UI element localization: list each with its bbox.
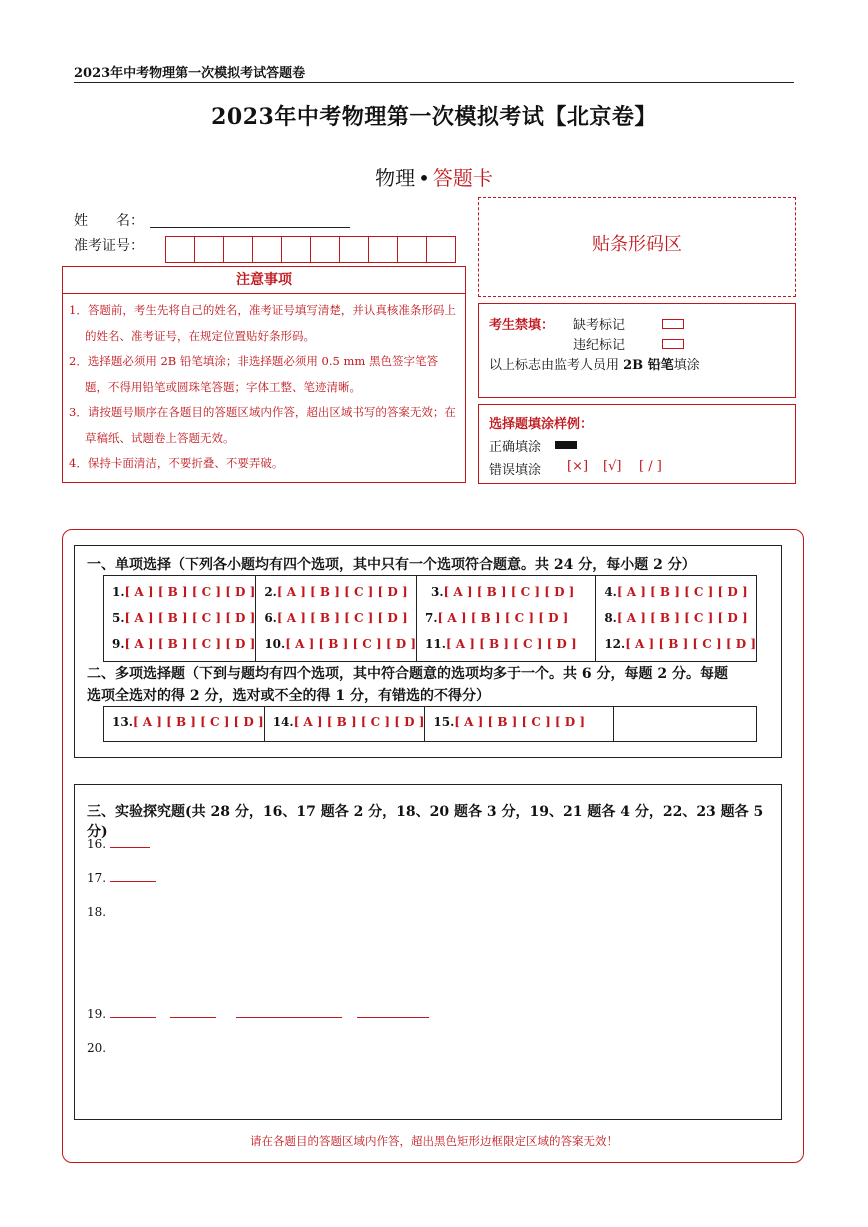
section1-title: 一、单项选择（下列各小题均有四个选项，其中只有一个选项符合题意。共 24 分，每小题 2 分） [87,557,696,573]
wrong-mark-cross: [×] [567,459,589,474]
forbid-note-bold: 2B 铅笔 [623,358,674,373]
answer-blank[interactable] [110,1007,156,1018]
question-20 [87,1041,106,1055]
notice-item: 2．选择题必须用 2B 铅笔填涂；非选择题必须用 0.5 mm 黑色签字笔答题，不得用铅笔或圆珠笔答题；字体工整、笔迹清晰。 [69,354,438,394]
id-digit-box[interactable] [368,236,398,263]
examinee-forbidden-box [478,303,796,398]
id-digit-box[interactable] [165,236,195,263]
subtitle-dot: • [418,166,430,190]
forbid-note [489,354,700,373]
notice-heading: 注意事项 [63,267,465,294]
section2-title-line2: 选项全选对的得 2 分，选对或不全的得 1 分，有错选的不得分） [87,688,490,704]
notice-item: 3．请按题号顺序在各题目的答题区域内作答，超出区域书写的答案无效；在草稿纸、试题卷上答题无效。 [69,405,456,445]
footer-warning: 请在各题目的答题区域内作答，超出黑色矩形边框限定区域的答案无效！ [250,1134,618,1148]
answer-options[interactable]: [ A ] [ B ] [ C ] [ D ] [437,611,569,625]
q-number: 20. [87,1041,107,1055]
id-digit-box[interactable] [339,236,369,263]
q-number: 1. [112,585,125,599]
empty-cell [614,707,757,742]
answer-options[interactable]: [ A ] [ B ] [ C ] [ D ] [625,637,756,651]
header-divider [74,82,794,83]
answer-blank[interactable] [236,1007,342,1018]
q-number: 4. [604,585,617,599]
sample-heading: 选择题填涂样例： [489,417,594,432]
q-number: 7. [425,611,438,625]
forbid-note-prefix: 以上标志由监考人员用 [489,358,624,373]
name-label: 姓 名： [74,213,144,229]
violation-mark-box[interactable] [662,339,684,349]
id-digit-box[interactable] [252,236,282,263]
absent-mark-label: 缺考标记 [573,318,626,333]
answer-blank[interactable] [110,837,150,848]
wrong-mark-check: [√] [603,459,622,474]
q-number: 2. [264,585,277,599]
id-digit-box[interactable] [281,236,311,263]
q-number: 6. [264,611,277,625]
answer-options[interactable]: [ A ] [ B ] [ C ] [ D ] [616,611,748,625]
q-number: 12. [604,637,626,651]
section2-title-line1: 二、多项选择题（下到与题均有四个选项，其中符合题意的选项均多于一个。共 6 分，每题 2 分。每题 [87,666,728,682]
answer-options[interactable]: [ A ] [ B ] [ C ] [ D ] [445,637,577,651]
q-number: 14. [272,715,294,729]
exam-id-boxes[interactable] [166,236,456,263]
name-input-line[interactable] [150,227,350,228]
answer-options[interactable]: [ A ] [ B ] [ C ] [ D ] [124,611,256,625]
id-digit-box[interactable] [194,236,224,263]
q-number: 18. [87,905,107,919]
q-number: 9. [112,637,125,651]
answer-options[interactable]: [ A ] [ B ] [ C ] [ D ] [276,585,408,599]
forbid-note-suffix: 填涂 [673,358,700,373]
barcode-label: 贴条形码区 [592,234,682,255]
q-number: 16. [87,837,107,851]
answer-options[interactable]: [ A ] [ B ] [ C ] [ D ] [285,637,417,651]
id-digit-box[interactable] [223,236,253,263]
experiment-section [74,784,782,1120]
answer-options[interactable]: [ A ] [ B ] [ C ] [ D ] [443,585,575,599]
q-number: 19. [87,1007,107,1021]
multi-choice-grid [103,706,757,742]
question-18 [87,905,106,919]
notice-box [62,266,466,483]
id-digit-box[interactable] [397,236,427,263]
answer-blank[interactable] [357,1007,429,1018]
q-number: 5. [112,611,125,625]
answer-options[interactable]: [ A ] [ B ] [ C ] [ D ] [124,637,256,651]
answer-options[interactable]: [ A ] [ B ] [ C ] [ D ] [454,715,586,729]
answer-options[interactable]: [ A ] [ B ] [ C ] [ D ] [293,715,425,729]
q-number: 15. [433,715,455,729]
page-title: 2023年中考物理第一次模拟考试【北京卷】 [211,104,657,130]
page-subtitle [0,162,868,191]
forbid-label: 考生禁填： [489,318,555,333]
q-number: 10. [264,637,286,651]
answer-blank[interactable] [170,1007,216,1018]
notice-body [63,294,465,477]
id-label: 准考证号： [74,238,144,254]
choice-section [74,545,782,758]
id-digit-box[interactable] [310,236,340,263]
answer-blank[interactable] [110,871,156,882]
answer-card-label: 答题卡 [432,166,493,190]
q-number: 3. [431,585,444,599]
question-17 [87,871,156,885]
wrong-mark-slash: [ / ] [639,459,662,474]
question-16 [87,837,150,851]
answer-options[interactable]: [ A ] [ B ] [ C ] [ D ] [276,611,408,625]
barcode-area [478,197,796,297]
q-number: 11. [425,637,446,651]
id-digit-box[interactable] [426,236,456,263]
violation-mark-label: 违纪标记 [573,338,626,353]
q-number: 8. [604,611,617,625]
subject-label: 物理 [375,166,416,190]
answer-options[interactable]: [ A ] [ B ] [ C ] [ D ] [132,715,264,729]
absent-mark-box[interactable] [662,319,684,329]
notice-item: 1．答题前，考生先将自己的姓名，准考证号填写清楚，并认真核准条形码上的姓名、准考证号，在规定位置贴好条形码。 [69,303,456,343]
answer-options[interactable]: [ A ] [ B ] [ C ] [ D ] [616,585,748,599]
correct-fill-mark [555,441,577,449]
notice-item: 4．保持卡面清洁，不要折叠、不要弄破。 [69,456,284,470]
q-number: 13. [112,715,133,729]
section3-title: 三、实验探究题(共 28 分，16、17 题各 2 分，18、20 题各 3 分，19、21 题各 4 分，22、23 题各 5 分) [87,804,764,840]
running-header: 2023年中考物理第一次模拟考试答题卷 [74,66,306,81]
question-19 [87,1007,429,1021]
wrong-fill-label: 错误填涂 [489,463,542,478]
single-choice-grid [103,575,757,662]
answer-options[interactable]: [ A ] [ B ] [ C ] [ D ] [124,585,256,599]
correct-fill-label: 正确填涂 [489,440,542,455]
fill-sample-box [478,404,796,484]
q-number: 17. [87,871,107,885]
